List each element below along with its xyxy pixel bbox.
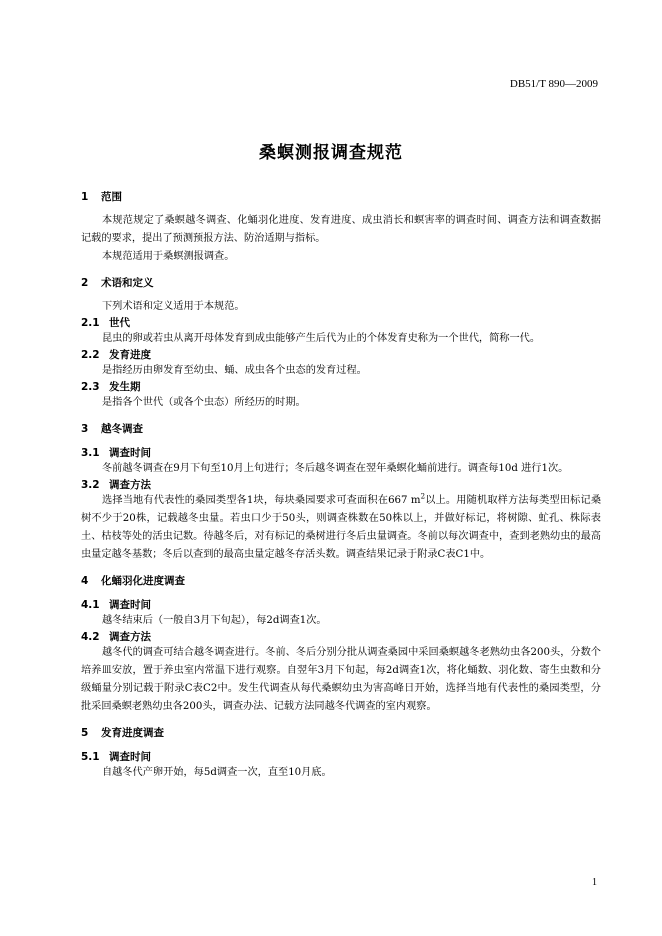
subsection-heading: 4.2 调查方法 (81, 631, 151, 643)
subsection-heading: 3.1 调查时间 (81, 447, 151, 459)
paragraph: 越冬结束后（一般自3月下旬起），每2d调查1次。 (102, 615, 327, 626)
paragraph: 本规范规定了桑螟越冬调查、化蛹羽化进度、发育进度、成虫消长和螟害率的调查时间、调查方法和调查数据记载的要求，提出了预测预报方法、防治适期与指标。 (81, 215, 601, 244)
paragraph: 冬前越冬调查在9月下旬至10月上旬进行；冬后越冬调查在翌年桑螟化蛹前进行。调查每10d 进行1次。 (102, 463, 569, 474)
subsection-heading: 5.1 调查时间 (81, 751, 151, 763)
subsection-heading: 2.2 发育进度 (81, 349, 151, 361)
page-number: 1 (592, 877, 597, 888)
subsection-heading: 2.3 发生期 (81, 381, 141, 393)
paragraph: 选择当地有代表性的桑园类型各1块，每块桑园要求可查面积在667 $m^2$以上。用随机取样方法每类型田标记桑树不少于20株，记载越冬虫量。若虫口少于50头，则调查株数在50株以上，并做好标记，将树隙、虻孔、株际表土、枯枝等处的活虫记数。待越冬后，对有标记的桑树进行冬后虫量调查。冬前以每次调查中，查到老熟幼虫的最高虫量定越冬基数；冬后以查到的最高虫量定越冬存活头数。调查结果记录于附录C表C1中。 (81, 492, 602, 560)
subsection-heading: 3.2 调查方法 (81, 479, 151, 491)
paragraph: 自越冬代产卵开始，每5d调查一次，直至10月底。 (102, 767, 332, 778)
section-heading: 4 化蛹羽化进度调查 (81, 575, 185, 587)
section-heading: 1 范围 (81, 191, 122, 203)
section-heading: 3 越冬调查 (81, 423, 143, 435)
subsection-heading: 4.1 调查时间 (81, 599, 151, 611)
paragraph: 下列术语和定义适用于本规范。 (102, 301, 245, 312)
section-heading: 2 术语和定义 (81, 277, 154, 289)
paragraph: 是指经历由卵发育至幼虫、蛹、成虫各个虫态的发育过程。 (102, 365, 367, 376)
paragraph: 是指各个世代（或各个虫态）所经历的时期。 (102, 397, 306, 408)
paragraph: 本规范适用于桑螟测报调查。 (102, 251, 235, 262)
document-body (81, 190, 601, 782)
standard-code: DB51/T 890—2009 (509, 78, 598, 90)
subsection-heading: 2.1 世代 (81, 317, 130, 329)
paragraph: 昆虫的卵或若虫从离开母体发育到成虫能够产生后代为止的个体发育史称为一个世代，简称一代。 (102, 333, 541, 344)
document-title: 桑螟测报调查规范 (259, 143, 403, 163)
section-heading: 5 发育进度调查 (81, 727, 164, 739)
paragraph: 越冬代的调查可结合越冬调查进行。冬前、冬后分别分批从调查桑园中采回桑螟越冬老熟幼虫各200头，分数个培养皿安放，置于养虫室内常温下进行观察。自翌年3月下旬起，每2d调查1次，将化蛹数、羽化数、寄生虫数和分级蛹量分别记载于附录C表C2中。发生代调查从每代桑螟幼虫为害高峰日开始，选择当地有代表性的桑园类型，分批采回桑螟老熟幼虫各200头，调查办法、记载方法同越冬代调查的室内观察。 (81, 647, 601, 712)
